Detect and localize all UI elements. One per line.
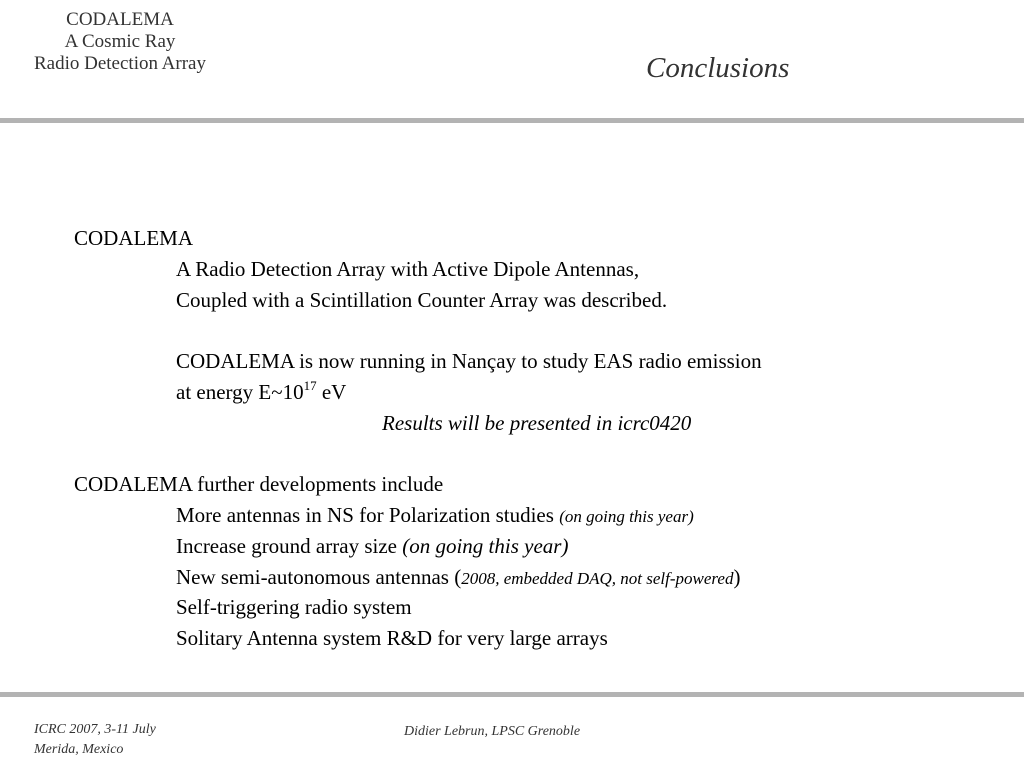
footer-conference-line: Merida, Mexico (34, 742, 124, 757)
section-title-developments: CODALEMA further developments include (74, 472, 444, 496)
header-title-line: A Cosmic Ray (64, 31, 176, 52)
body-line: CODALEMA is now running in Nançay to study EAS radio emission (176, 349, 762, 373)
footer-conference (34, 720, 156, 760)
development-note: 2008, embedded DAQ, not self-powered (461, 569, 734, 588)
development-text-close: ) (733, 565, 741, 589)
development-item (176, 564, 740, 592)
energy-suffix: eV (316, 380, 347, 404)
development-item (176, 533, 568, 559)
body-line: A Radio Detection Array with Active Dipole Antennas, (176, 257, 640, 281)
development-item (176, 502, 694, 530)
body-line: Coupled with a Scintillation Counter Array was described. (176, 288, 668, 312)
development-text: More antennas in NS for Polarization studies (176, 503, 560, 527)
development-item: Solitary Antenna system R&D for very large arrays (176, 626, 608, 650)
energy-exponent: 17 (303, 378, 317, 393)
footer-divider (0, 692, 1024, 697)
energy-line (176, 379, 346, 405)
header-title-line: CODALEMA (66, 9, 174, 30)
development-note: (on going this year) (402, 534, 569, 558)
development-note: (on going this year) (559, 507, 694, 526)
development-text: New semi-autonomous antennas ( (176, 565, 462, 589)
header-title-line: Radio Detection Array (33, 53, 206, 74)
development-item: Self-triggering radio system (176, 595, 412, 619)
section-title-codalema: CODALEMA (74, 226, 193, 250)
energy-prefix: at energy E~10 (176, 380, 304, 404)
development-text: Increase ground array size (176, 534, 403, 558)
results-note: Results will be presented in icrc0420 (382, 411, 692, 435)
footer-author: Didier Lebrun, LPSC Grenoble (404, 724, 581, 739)
footer-conference-line: ICRC 2007, 3-11 July (34, 722, 156, 737)
slide-heading: Conclusions (646, 52, 790, 84)
